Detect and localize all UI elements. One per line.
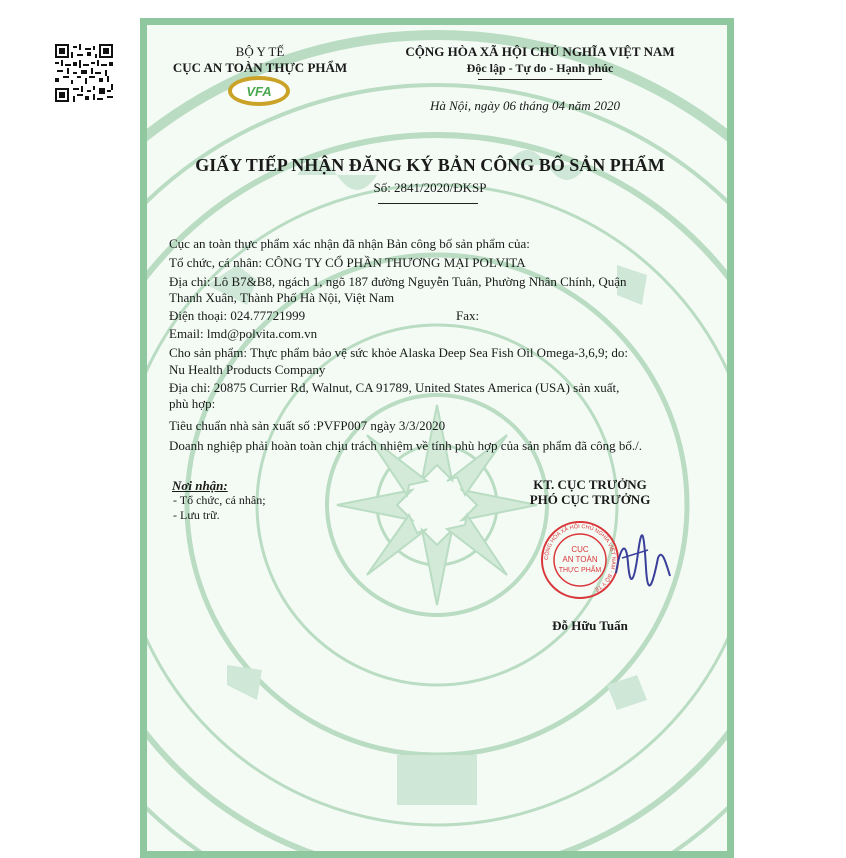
title-underline: [378, 203, 478, 204]
body-line: Tổ chức, cá nhân: CÔNG TY CỔ PHẦN THƯƠNG MẠI POLVITA: [169, 255, 526, 270]
recipient-item: - Lưu trữ.: [173, 508, 220, 522]
signature-icon: [608, 528, 678, 588]
signer-title-1: KT. CỤC TRƯỞNG: [533, 477, 647, 492]
body-line: Cục an toàn thực phẩm xác nhận đã nhận Bản công bố sản phẩm của:: [169, 236, 530, 251]
signer-title-2: PHÓ CỤC TRƯỞNG: [529, 492, 651, 507]
body-line: Doanh nghiệp phải hoàn toàn chịu trách nhiệm về tính phù hợp của sản phẩm đã công bố./.: [169, 438, 642, 453]
body-line: Nu Health Products Company: [169, 362, 326, 377]
body-line: Cho sản phẩm: Thực phẩm bảo vệ sức khỏe Alaska Deep Sea Fish Oil Omega-3,6,9; do:: [169, 345, 629, 360]
body-line: Thanh Xuân, Thành Phố Hà Nội, Việt Nam: [169, 290, 395, 305]
body-line: Email: lmd@polvita.com.vn: [169, 326, 318, 341]
seal-center-line: THỰC PHẨM: [558, 567, 602, 574]
seal-center-line: CỤC: [571, 545, 589, 554]
seal-center-line: AN TOÀN: [562, 555, 598, 564]
agency-name: CỤC AN TOÀN THỰC PHẨM: [172, 60, 348, 75]
signer-name: Đỗ Hữu Tuấn: [552, 618, 628, 633]
country-name: CỘNG HÒA XÃ HỘI CHỦ NGHĨA VIỆT NAM: [405, 44, 675, 59]
body-line: Điện thoại: 024.77721999: [169, 308, 306, 323]
body-line: Địa chỉ: Lô B7&B8, ngách 1, ngõ 187 đường Nguyễn Tuân, Phường Nhân Chính, Quận: [169, 274, 627, 289]
issue-date: Hà Nội, ngày 06 tháng 04 năm 2020: [430, 98, 620, 113]
ministry-name: BỘ Y TẾ: [235, 44, 285, 59]
body-line: Địa chỉ: 20875 Currier Rd, Walnut, CA 91789, United States America (USA) sản xuất,: [169, 380, 620, 395]
fax-label: Fax:: [456, 308, 480, 323]
body-line: phù hợp:: [169, 396, 216, 411]
national-motto: Độc lập - Tự do - Hạnh phúc: [466, 61, 614, 75]
recipient-item: - Tổ chức, cá nhân;: [173, 493, 266, 507]
vfa-logo-icon: [226, 74, 292, 108]
body-line: Tiêu chuẩn nhà sản xuất số :PVFP007 ngày 3/3/2020: [169, 418, 446, 433]
recipients-title: Nơi nhận:: [172, 478, 228, 493]
document-number: Số: 2841/2020/ĐKSP: [373, 180, 487, 195]
document-title: GIẤY TIẾP NHẬN ĐĂNG KÝ BẢN CÔNG BỐ SẢN PHẨM: [195, 155, 665, 175]
vfa-logo-text: VFA: [246, 84, 272, 99]
motto-underline: [478, 79, 602, 80]
seal-ring-text: CỘNG HÒA XÃ HỘI CHỦ NGHĨA VIỆT NAM · BỘ Y TẾ: [543, 523, 617, 593]
qr-code-icon: [55, 44, 113, 102]
